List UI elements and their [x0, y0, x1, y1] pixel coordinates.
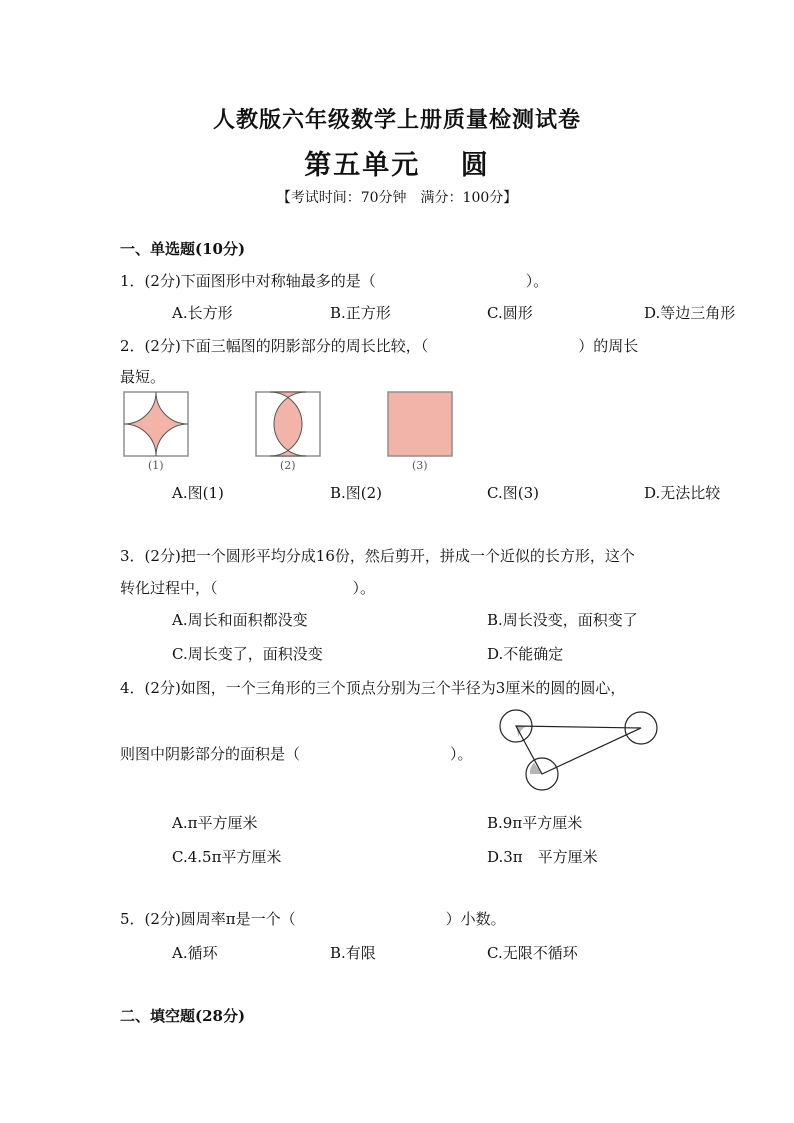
q5-option-c[interactable]: C.无限不循环 — [487, 944, 578, 962]
question-1-stem: 1．(2分)下面图形中对称轴最多的是（ ）。 — [120, 272, 549, 290]
q2-option-d[interactable]: D.无法比较 — [644, 484, 721, 502]
q4-option-d[interactable]: D.3π 平方厘米 — [487, 848, 598, 866]
q2-figure-1 — [123, 391, 189, 457]
q2-figure-3 — [387, 391, 453, 457]
question-5-stem: 5．(2分)圆周率π是一个（ ）小数。 — [120, 910, 506, 928]
q5-option-a[interactable]: A.循环 — [172, 944, 218, 962]
q4-figure-triangle-circles — [490, 702, 670, 802]
q2-option-a[interactable]: A.图(1) — [172, 484, 224, 502]
q2-option-b[interactable]: B.图(2) — [330, 484, 383, 502]
q2-option-c[interactable]: C.图(3) — [487, 484, 539, 502]
q3-option-c[interactable]: C.周长变了，面积没变 — [172, 645, 323, 663]
unit-title: 第五单元 圆 — [304, 150, 490, 181]
question-2-stem-cont: 最短。 — [120, 368, 166, 386]
q1-option-d[interactable]: D.等边三角形 — [644, 304, 736, 322]
question-4-stem-cont: 则图中阴影部分的面积是（ ）。 — [120, 745, 473, 763]
q4-option-b[interactable]: B.9π平方厘米 — [487, 814, 583, 832]
q4-option-c[interactable]: C.4.5π平方厘米 — [172, 848, 282, 866]
q1-option-c[interactable]: C.圆形 — [487, 304, 533, 322]
question-3-stem: 3．(2分)把一个圆形平均分成16份，然后剪开，拼成一个近似的长方形，这个 — [120, 547, 635, 565]
question-3-stem-cont: 转化过程中，（ ）。 — [120, 579, 376, 597]
q1-option-b[interactable]: B.正方形 — [330, 304, 391, 322]
q2-figure-2-caption: (2) — [280, 459, 296, 472]
q5-option-b[interactable]: B.有限 — [330, 944, 376, 962]
page-title: 人教版六年级数学上册质量检测试卷 — [212, 107, 581, 133]
q2-figure-2 — [255, 391, 321, 457]
q4-option-a[interactable]: A.π平方厘米 — [172, 814, 258, 832]
q2-figure-3-caption: (3) — [412, 459, 428, 472]
q3-option-b[interactable]: B.周长没变，面积变了 — [487, 611, 638, 629]
section-heading: 一、单选题(10分) — [120, 240, 246, 258]
section-heading: 二、填空题(28分) — [120, 1007, 246, 1025]
q2-figure-1-caption: (1) — [148, 459, 164, 472]
q3-option-d[interactable]: D.不能确定 — [487, 645, 564, 663]
question-4-stem: 4．(2分)如图，一个三角形的三个顶点分别为三个半径为3厘米的圆的圆心， — [120, 679, 626, 697]
question-2-stem: 2．(2分)下面三幅图的阴影部分的周长比较，（ ）的周长 — [120, 337, 639, 355]
q1-option-a[interactable]: A.长方形 — [172, 304, 233, 322]
q3-option-a[interactable]: A.周长和面积都没变 — [172, 611, 308, 629]
exam-info: 【考试时间：70分钟 满分：100分】 — [276, 190, 518, 206]
